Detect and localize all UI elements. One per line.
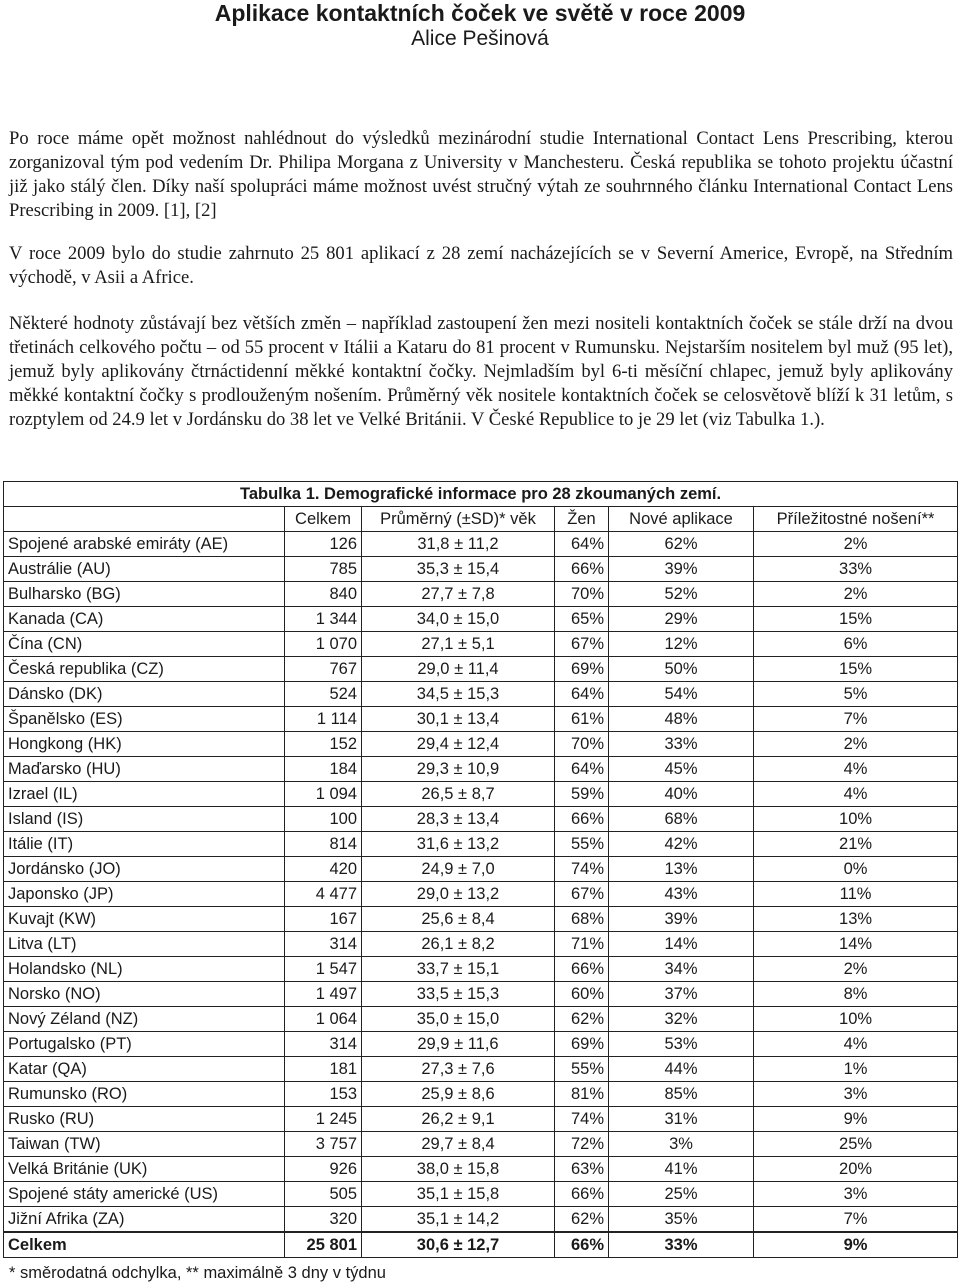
table-cell: 314 bbox=[285, 1032, 362, 1057]
table-caption-row bbox=[4, 482, 958, 507]
table-cell: 40% bbox=[609, 782, 754, 807]
table-row bbox=[4, 857, 958, 882]
table-cell: 29,7 ± 8,4 bbox=[362, 1132, 555, 1157]
country-cell: Austrálie (AU) bbox=[4, 557, 285, 582]
table-cell: 31,6 ± 13,2 bbox=[362, 832, 555, 857]
country-cell: Itálie (IT) bbox=[4, 832, 285, 857]
table-cell: 39% bbox=[609, 907, 754, 932]
table-cell: 32% bbox=[609, 1007, 754, 1032]
table-cell: 29,4 ± 12,4 bbox=[362, 732, 555, 757]
total-cell: 25 801 bbox=[285, 1232, 362, 1258]
table-cell: 767 bbox=[285, 657, 362, 682]
table-cell: 62% bbox=[555, 1007, 609, 1032]
table-cell: 25% bbox=[609, 1182, 754, 1207]
table-cell: 81% bbox=[555, 1082, 609, 1107]
table-cell: 167 bbox=[285, 907, 362, 932]
table-cell: 69% bbox=[555, 1032, 609, 1057]
table-cell: 7% bbox=[754, 1207, 958, 1233]
table-cell: 59% bbox=[555, 782, 609, 807]
table-cell: 25% bbox=[754, 1132, 958, 1157]
table-caption: Tabulka 1. Demografické informace pro 28 zkoumaných zemí. bbox=[4, 482, 958, 507]
table-cell: 50% bbox=[609, 657, 754, 682]
table-cell: 66% bbox=[555, 1182, 609, 1207]
table-cell: 34,5 ± 15,3 bbox=[362, 682, 555, 707]
table-cell: 52% bbox=[609, 582, 754, 607]
table-cell: 31% bbox=[609, 1107, 754, 1132]
table-cell: 26,2 ± 9,1 bbox=[362, 1107, 555, 1132]
table-cell: 152 bbox=[285, 732, 362, 757]
table-cell: 62% bbox=[555, 1207, 609, 1233]
table-row bbox=[4, 1082, 958, 1107]
table-row bbox=[4, 932, 958, 957]
column-header: Příležitostné nošení** bbox=[754, 507, 958, 532]
table-cell: 926 bbox=[285, 1157, 362, 1182]
country-cell: Izrael (IL) bbox=[4, 782, 285, 807]
table-cell: 2% bbox=[754, 732, 958, 757]
table-cell: 45% bbox=[609, 757, 754, 782]
table-cell: 7% bbox=[754, 707, 958, 732]
table-cell: 25,6 ± 8,4 bbox=[362, 907, 555, 932]
table-cell: 14% bbox=[609, 932, 754, 957]
country-cell: Nový Zéland (NZ) bbox=[4, 1007, 285, 1032]
table-cell: 26,5 ± 8,7 bbox=[362, 782, 555, 807]
table-cell: 13% bbox=[609, 857, 754, 882]
table-cell: 2% bbox=[754, 532, 958, 557]
country-cell: Dánsko (DK) bbox=[4, 682, 285, 707]
table-cell: 20% bbox=[754, 1157, 958, 1182]
table-cell: 34% bbox=[609, 957, 754, 982]
table-cell: 2% bbox=[754, 582, 958, 607]
table-cell: 29,3 ± 10,9 bbox=[362, 757, 555, 782]
table-cell: 72% bbox=[555, 1132, 609, 1157]
table-footnote: * směrodatná odchylka, ** maximálně 3 dny v týdnu bbox=[9, 1264, 386, 1282]
table-cell: 31,8 ± 11,2 bbox=[362, 532, 555, 557]
table-cell: 29,0 ± 13,2 bbox=[362, 882, 555, 907]
table-cell: 420 bbox=[285, 857, 362, 882]
table-cell: 9% bbox=[754, 1107, 958, 1132]
table-cell: 4% bbox=[754, 782, 958, 807]
table-cell: 39% bbox=[609, 557, 754, 582]
table-cell: 26,1 ± 8,2 bbox=[362, 932, 555, 957]
table-cell: 67% bbox=[555, 882, 609, 907]
table-row bbox=[4, 657, 958, 682]
column-header: Žen bbox=[555, 507, 609, 532]
table-cell: 68% bbox=[609, 807, 754, 832]
country-cell: Spojené arabské emiráty (AE) bbox=[4, 532, 285, 557]
table-cell: 4% bbox=[754, 757, 958, 782]
table-cell: 25,9 ± 8,6 bbox=[362, 1082, 555, 1107]
table-cell: 62% bbox=[609, 532, 754, 557]
table-cell: 1 070 bbox=[285, 632, 362, 657]
table-cell: 1 344 bbox=[285, 607, 362, 632]
table-cell: 33,7 ± 15,1 bbox=[362, 957, 555, 982]
table-cell: 505 bbox=[285, 1182, 362, 1207]
table-row bbox=[4, 982, 958, 1007]
table-cell: 70% bbox=[555, 732, 609, 757]
table-cell: 1 094 bbox=[285, 782, 362, 807]
table-cell: 38,0 ± 15,8 bbox=[362, 1157, 555, 1182]
table-cell: 55% bbox=[555, 832, 609, 857]
country-cell: Rumunsko (RO) bbox=[4, 1082, 285, 1107]
table-cell: 35,1 ± 14,2 bbox=[362, 1207, 555, 1233]
table-row bbox=[4, 632, 958, 657]
table-cell: 29,9 ± 11,6 bbox=[362, 1032, 555, 1057]
table-cell: 21% bbox=[754, 832, 958, 857]
table-cell: 74% bbox=[555, 857, 609, 882]
demographics-table bbox=[3, 481, 958, 1258]
total-cell: 33% bbox=[609, 1232, 754, 1258]
table-cell: 28,3 ± 13,4 bbox=[362, 807, 555, 832]
table-cell: 69% bbox=[555, 657, 609, 682]
table-cell: 153 bbox=[285, 1082, 362, 1107]
table-cell: 2% bbox=[754, 957, 958, 982]
table-cell: 43% bbox=[609, 882, 754, 907]
table-cell: 70% bbox=[555, 582, 609, 607]
table-row bbox=[4, 882, 958, 907]
table-cell: 34,0 ± 15,0 bbox=[362, 607, 555, 632]
table-cell: 320 bbox=[285, 1207, 362, 1233]
country-cell: Norsko (NO) bbox=[4, 982, 285, 1007]
table-row bbox=[4, 557, 958, 582]
country-cell: Jižní Afrika (ZA) bbox=[4, 1207, 285, 1233]
table-row bbox=[4, 682, 958, 707]
table-cell: 15% bbox=[754, 657, 958, 682]
table-row bbox=[4, 1207, 958, 1233]
country-cell: Spojené státy americké (US) bbox=[4, 1182, 285, 1207]
total-cell: 30,6 ± 12,7 bbox=[362, 1232, 555, 1258]
table-cell: 11% bbox=[754, 882, 958, 907]
table-cell: 29% bbox=[609, 607, 754, 632]
table-cell: 64% bbox=[555, 682, 609, 707]
country-cell: Island (IS) bbox=[4, 807, 285, 832]
table-cell: 1 114 bbox=[285, 707, 362, 732]
table-header-row bbox=[4, 507, 958, 532]
table-cell: 54% bbox=[609, 682, 754, 707]
table-row bbox=[4, 707, 958, 732]
table-cell: 68% bbox=[555, 907, 609, 932]
table-cell: 1 245 bbox=[285, 1107, 362, 1132]
table-cell: 314 bbox=[285, 932, 362, 957]
total-cell: 9% bbox=[754, 1232, 958, 1258]
country-cell: Čína (CN) bbox=[4, 632, 285, 657]
table-cell: 0% bbox=[754, 857, 958, 882]
country-cell: Holandsko (NL) bbox=[4, 957, 285, 982]
table-row bbox=[4, 907, 958, 932]
table-cell: 524 bbox=[285, 682, 362, 707]
author-name: Alice Pešinová bbox=[411, 27, 549, 50]
intro-paragraph: Po roce máme opět možnost nahlédnout do výsledků mezinárodní studie International Contact Lens Prescribing, kterou zorganizoval tým pod vedením Dr. Philipa Morgana z University v Manchesteru. Česká republika se tohoto projektu účastní již jako stálý člen. Díky naší spolupráci máme možnost uvést stručný výtah ze souhrnného článku International Contact Lens Prescribing in 2009. [1], [2] bbox=[9, 128, 953, 221]
table-cell: 66% bbox=[555, 557, 609, 582]
table-cell: 33,5 ± 15,3 bbox=[362, 982, 555, 1007]
table-cell: 3% bbox=[754, 1182, 958, 1207]
table-cell: 126 bbox=[285, 532, 362, 557]
table-cell: 10% bbox=[754, 807, 958, 832]
table-cell: 6% bbox=[754, 632, 958, 657]
table-cell: 1 064 bbox=[285, 1007, 362, 1032]
table-cell: 100 bbox=[285, 807, 362, 832]
table-row bbox=[4, 782, 958, 807]
table-cell: 3% bbox=[609, 1132, 754, 1157]
table-cell: 181 bbox=[285, 1057, 362, 1082]
table-body bbox=[4, 532, 958, 1258]
table-total-row bbox=[4, 1232, 958, 1258]
table-cell: 33% bbox=[754, 557, 958, 582]
table-row bbox=[4, 757, 958, 782]
table-cell: 37% bbox=[609, 982, 754, 1007]
total-label: Celkem bbox=[4, 1232, 285, 1258]
table-cell: 42% bbox=[609, 832, 754, 857]
table-cell: 27,7 ± 7,8 bbox=[362, 582, 555, 607]
country-cell: Maďarsko (HU) bbox=[4, 757, 285, 782]
table-cell: 840 bbox=[285, 582, 362, 607]
table-cell: 60% bbox=[555, 982, 609, 1007]
table-row bbox=[4, 1007, 958, 1032]
table-cell: 61% bbox=[555, 707, 609, 732]
table-cell: 44% bbox=[609, 1057, 754, 1082]
table-cell: 27,1 ± 5,1 bbox=[362, 632, 555, 657]
table-cell: 35,0 ± 15,0 bbox=[362, 1007, 555, 1032]
table-cell: 814 bbox=[285, 832, 362, 857]
table-cell: 5% bbox=[754, 682, 958, 707]
table-cell: 55% bbox=[555, 1057, 609, 1082]
country-cell: Kuvajt (KW) bbox=[4, 907, 285, 932]
country-cell: Jordánsko (JO) bbox=[4, 857, 285, 882]
table-cell: 48% bbox=[609, 707, 754, 732]
table-row bbox=[4, 1032, 958, 1057]
table-cell: 64% bbox=[555, 532, 609, 557]
table-cell: 4 477 bbox=[285, 882, 362, 907]
country-cell: Kanada (CA) bbox=[4, 607, 285, 632]
table-cell: 71% bbox=[555, 932, 609, 957]
table-cell: 3% bbox=[754, 1082, 958, 1107]
table-cell: 10% bbox=[754, 1007, 958, 1032]
table-cell: 15% bbox=[754, 607, 958, 632]
table-row bbox=[4, 1157, 958, 1182]
country-cell: Rusko (RU) bbox=[4, 1107, 285, 1132]
table-cell: 12% bbox=[609, 632, 754, 657]
table-cell: 24,9 ± 7,0 bbox=[362, 857, 555, 882]
table-cell: 74% bbox=[555, 1107, 609, 1132]
table-cell: 4% bbox=[754, 1032, 958, 1057]
table-cell: 184 bbox=[285, 757, 362, 782]
table-cell: 66% bbox=[555, 957, 609, 982]
column-header: Průměrný (±SD)* věk bbox=[362, 507, 555, 532]
table-cell: 1 497 bbox=[285, 982, 362, 1007]
column-header: Celkem bbox=[285, 507, 362, 532]
table-row bbox=[4, 607, 958, 632]
table-row bbox=[4, 807, 958, 832]
table-cell: 785 bbox=[285, 557, 362, 582]
country-cell: Hongkong (HK) bbox=[4, 732, 285, 757]
table-row bbox=[4, 1182, 958, 1207]
country-cell: Velká Británie (UK) bbox=[4, 1157, 285, 1182]
country-cell: Španělsko (ES) bbox=[4, 707, 285, 732]
column-header bbox=[4, 507, 285, 532]
table-cell: 35,3 ± 15,4 bbox=[362, 557, 555, 582]
table-cell: 53% bbox=[609, 1032, 754, 1057]
table-cell: 64% bbox=[555, 757, 609, 782]
table-row bbox=[4, 1107, 958, 1132]
table-cell: 33% bbox=[609, 732, 754, 757]
country-cell: Japonsko (JP) bbox=[4, 882, 285, 907]
table-cell: 1% bbox=[754, 1057, 958, 1082]
table-cell: 35,1 ± 15,8 bbox=[362, 1182, 555, 1207]
country-cell: Litva (LT) bbox=[4, 932, 285, 957]
table-row bbox=[4, 957, 958, 982]
table-row bbox=[4, 582, 958, 607]
country-cell: Česká republika (CZ) bbox=[4, 657, 285, 682]
table-cell: 67% bbox=[555, 632, 609, 657]
column-header: Nové aplikace bbox=[609, 507, 754, 532]
table-cell: 65% bbox=[555, 607, 609, 632]
table-cell: 13% bbox=[754, 907, 958, 932]
table-cell: 63% bbox=[555, 1157, 609, 1182]
table-cell: 3 757 bbox=[285, 1132, 362, 1157]
table-cell: 35% bbox=[609, 1207, 754, 1233]
table-row bbox=[4, 832, 958, 857]
table-cell: 29,0 ± 11,4 bbox=[362, 657, 555, 682]
total-cell: 66% bbox=[555, 1232, 609, 1258]
page-title: Aplikace kontaktních čoček ve světě v roce 2009 bbox=[214, 0, 746, 26]
table-cell: 41% bbox=[609, 1157, 754, 1182]
table-cell: 8% bbox=[754, 982, 958, 1007]
table-row bbox=[4, 1057, 958, 1082]
table-cell: 85% bbox=[609, 1082, 754, 1107]
country-cell: Portugalsko (PT) bbox=[4, 1032, 285, 1057]
table-cell: 1 547 bbox=[285, 957, 362, 982]
study-scope-paragraph: V roce 2009 bylo do studie zahrnuto 25 801 aplikací z 28 zemí nacházejících se v Severní Americe, Evropě, na Středním východě, v Asii a Africe. bbox=[9, 243, 953, 288]
table-cell: 66% bbox=[555, 807, 609, 832]
table-cell: 27,3 ± 7,6 bbox=[362, 1057, 555, 1082]
table-row bbox=[4, 1132, 958, 1157]
country-cell: Taiwan (TW) bbox=[4, 1132, 285, 1157]
country-cell: Bulharsko (BG) bbox=[4, 582, 285, 607]
country-cell: Katar (QA) bbox=[4, 1057, 285, 1082]
table-cell: 30,1 ± 13,4 bbox=[362, 707, 555, 732]
table-row bbox=[4, 532, 958, 557]
table-cell: 14% bbox=[754, 932, 958, 957]
findings-paragraph: Některé hodnoty zůstávají bez větších změn – například zastoupení žen mezi nositeli kontaktních čoček se stále drží na dvou třetinách celkového počtu – od 55 procent v Itálii a Kataru do 81 procent v Rumunsku. Nejstarším nositelem byl muž (95 let), jemuž byly aplikovány čtrnáctidenní měkké kontaktní čočky. Nejmladším byl 6-ti měsíční chlapec, jemuž byly aplikovány měkké kontaktní čočky s prodlouženým nošením. Průměrný věk nositele kontaktních čoček se celosvětově blíží k 31 letům, s rozptylem od 24.9 let v Jordánsku do 38 let ve Velké Británii. V České Republice to je 29 let (viz Tabulka 1.). bbox=[9, 313, 953, 430]
table-row bbox=[4, 732, 958, 757]
